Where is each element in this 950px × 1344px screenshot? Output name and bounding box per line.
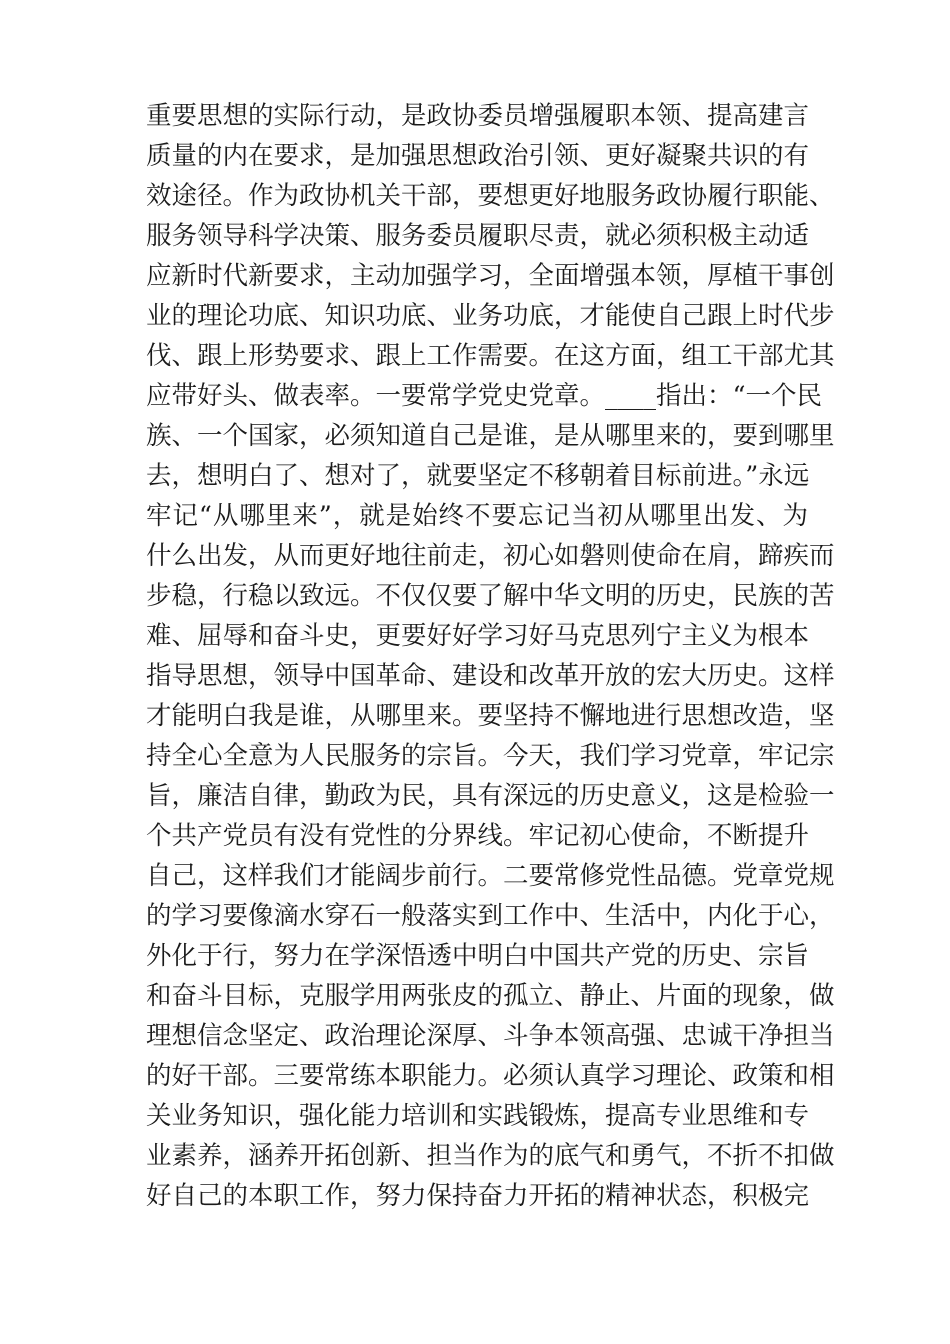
text-line: 族、一个国家，必须知道自己是谁，是从哪里来的，要到哪里 <box>146 421 835 451</box>
text-line: 去，想明白了、想对了，就要坚定不移朝着目标前进。”永远 <box>146 461 810 491</box>
text-line: 什么出发，从而更好地往前走，初心如磐则使命在肩，蹄疾而 <box>146 541 835 571</box>
text-line: 持全心全意为人民服务的宗旨。今天，我们学习党章，牢记宗 <box>146 741 835 771</box>
body-paragraph <box>146 96 835 1216</box>
text-line: 步稳，行稳以致远。不仅仅要了解中华文明的历史，民族的苦 <box>146 581 835 611</box>
text-line: 才能明白我是谁，从哪里来。要坚持不懈地进行思想改造，坚 <box>146 701 835 731</box>
text-line: 和奋斗目标，克服学用两张皮的孤立、静止、片面的现象，做 <box>146 981 835 1011</box>
text-line: 个共产党员有没有党性的分界线。牢记初心使命，不断提升 <box>146 821 810 851</box>
text-line: 自己，这样我们才能阔步前行。二要常修党性品德。党章党规 <box>146 861 835 891</box>
text-line: 伐、跟上形势要求、跟上工作需要。在这方面，组工干部尤其 <box>146 341 835 371</box>
text-line: 应带好头、做表率。一要常学党史党章。____指出：“一个民 <box>146 381 823 411</box>
text-line: 效途径。作为政协机关干部，要想更好地服务政协履行职能、 <box>146 181 835 211</box>
text-line: 关业务知识，强化能力培训和实践锻炼，提高专业思维和专 <box>146 1101 810 1131</box>
text-line: 业素养，涵养开拓创新、担当作为的底气和勇气，不折不扣做 <box>146 1141 835 1171</box>
text-line: 的学习要像滴水穿石一般落实到工作中、生活中，内化于心， <box>146 901 835 931</box>
text-line: 理想信念坚定、政治理论深厚、斗争本领高强、忠诚干净担当 <box>146 1021 835 1051</box>
text-line: 旨，廉洁自律，勤政为民，具有深远的历史意义，这是检验一 <box>146 781 835 811</box>
text-line: 牢记“从哪里来”，就是始终不要忘记当初从哪里出发、为 <box>146 501 808 531</box>
text-line: 业的理论功底、知识功底、业务功底，才能使自己跟上时代步 <box>146 301 835 331</box>
text-line: 指导思想，领导中国革命、建设和改革开放的宏大历史。这样 <box>146 661 835 691</box>
text-line: 应新时代新要求，主动加强学习，全面增强本领，厚植干事创 <box>146 261 835 291</box>
text-line: 重要思想的实际行动，是政协委员增强履职本领、提高建言 <box>146 101 810 131</box>
text-line: 外化于行，努力在学深悟透中明白中国共产党的历史、宗旨 <box>146 941 810 971</box>
text-line: 的好干部。三要常练本职能力。必须认真学习理论、政策和相 <box>146 1061 835 1091</box>
text-line: 质量的内在要求，是加强思想政治引领、更好凝聚共识的有 <box>146 141 810 171</box>
text-line: 好自己的本职工作，努力保持奋力开拓的精神状态，积极完 <box>146 1181 810 1211</box>
text-line: 难、屈辱和奋斗史，更要好好学习好马克思列宁主义为根本 <box>146 621 810 651</box>
text-line: 服务领导科学决策、服务委员履职尽责，就必须积极主动适 <box>146 221 810 251</box>
